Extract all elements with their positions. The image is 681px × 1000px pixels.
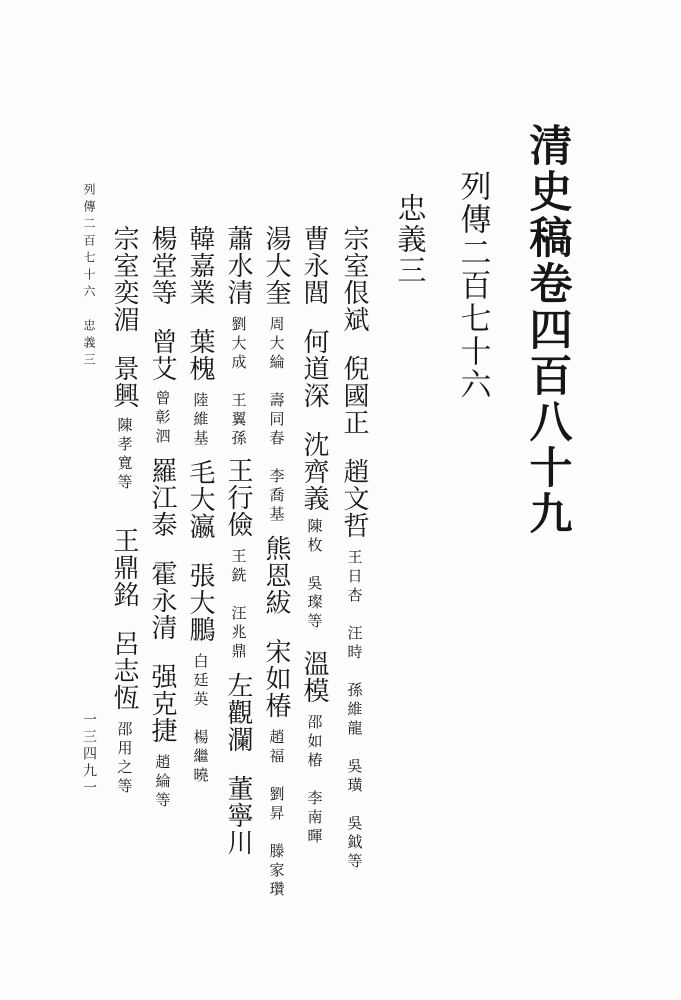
toc-appended-names: 趙綸等 [153,754,172,811]
section-heading: 忠義三 [393,193,428,286]
toc-name: 韓嘉業 [185,225,215,306]
toc-name: 溫模 [299,650,329,704]
toc-name: 宗室佷斌 [339,225,369,333]
toc-appended-names: 周大綸 壽同春 李喬基 [267,316,286,525]
toc-name: 楊堂等 [147,225,177,306]
toc-name: 呂志恆 [109,630,139,711]
toc-column-5 [182,225,218,786]
running-header: 列傳二百七十六 忠義三 [82,183,96,370]
toc-appended-names: 曾彰泗 [153,390,172,447]
page-number: 一三四九一 [81,712,97,797]
toc-appended-names: 劉大成 王翼孫 [229,316,248,449]
toc-name: 左觀瀾 [223,672,253,753]
toc-name: 曹永閭 [299,225,329,306]
section-column [390,193,430,286]
toc-name: 宗室奕湄 [109,225,139,333]
toc-appended-names: 白廷英 楊繼曉 [191,653,210,786]
toc-name: 趙文哲 [339,458,369,539]
toc-name: 强克捷 [147,663,177,744]
toc-name: 羅江泰 [147,457,177,538]
chapter-subtitle: 列傳二百七十六 [454,170,491,401]
toc-name: 王鼎銘 [109,527,139,608]
toc-name: 景興 [109,355,139,409]
toc-name: 毛大瀛 [185,459,215,540]
chapter-title: 清史稿卷四百八十九 [522,123,573,537]
toc-appended-names: 邵用之等 [115,721,134,797]
toc-name: 宋如椿 [261,638,291,719]
toc-appended-names: 陳孝寬等 [115,417,134,493]
toc-name: 董寧川 [223,775,253,856]
toc-name: 霍永清 [147,560,177,641]
toc-name: 倪國正 [339,355,369,436]
toc-appended-names: 王銑 汪兆鼎 [229,548,248,662]
toc-column-6 [144,225,180,811]
toc-name: 張大鵬 [185,562,215,643]
toc-name: 湯大奎 [261,225,291,306]
toc-name: 沈齊義 [299,431,329,512]
toc-appended-names: 邵如椿 李南暉 [305,714,324,847]
subtitle-column [450,170,494,401]
toc-appended-names: 王日杏 汪時 孫維龍 吳璜 吳鉞等 [345,549,364,872]
toc-appended-names: 陸維基 [191,392,210,449]
toc-name: 葉槐 [185,328,215,382]
toc-column-4 [220,225,256,856]
toc-column-1 [336,225,372,872]
chapter-title-column [519,123,575,537]
toc-column-2 [296,225,332,847]
toc-name: 熊恩紱 [261,535,291,616]
toc-appended-names: 趙福 劉昇 滕家瓚 [267,729,286,900]
toc-name: 何道深 [299,328,329,409]
toc-name: 蕭水清 [223,225,253,306]
toc-column-3 [258,225,294,900]
toc-name: 曾艾 [147,328,177,382]
toc-column-7 [106,225,142,797]
toc-name: 王行儉 [223,457,253,538]
page-number-column [78,712,100,797]
toc-appended-names: 陳枚 吳璨等 [305,518,324,632]
running-header-column [78,183,100,370]
